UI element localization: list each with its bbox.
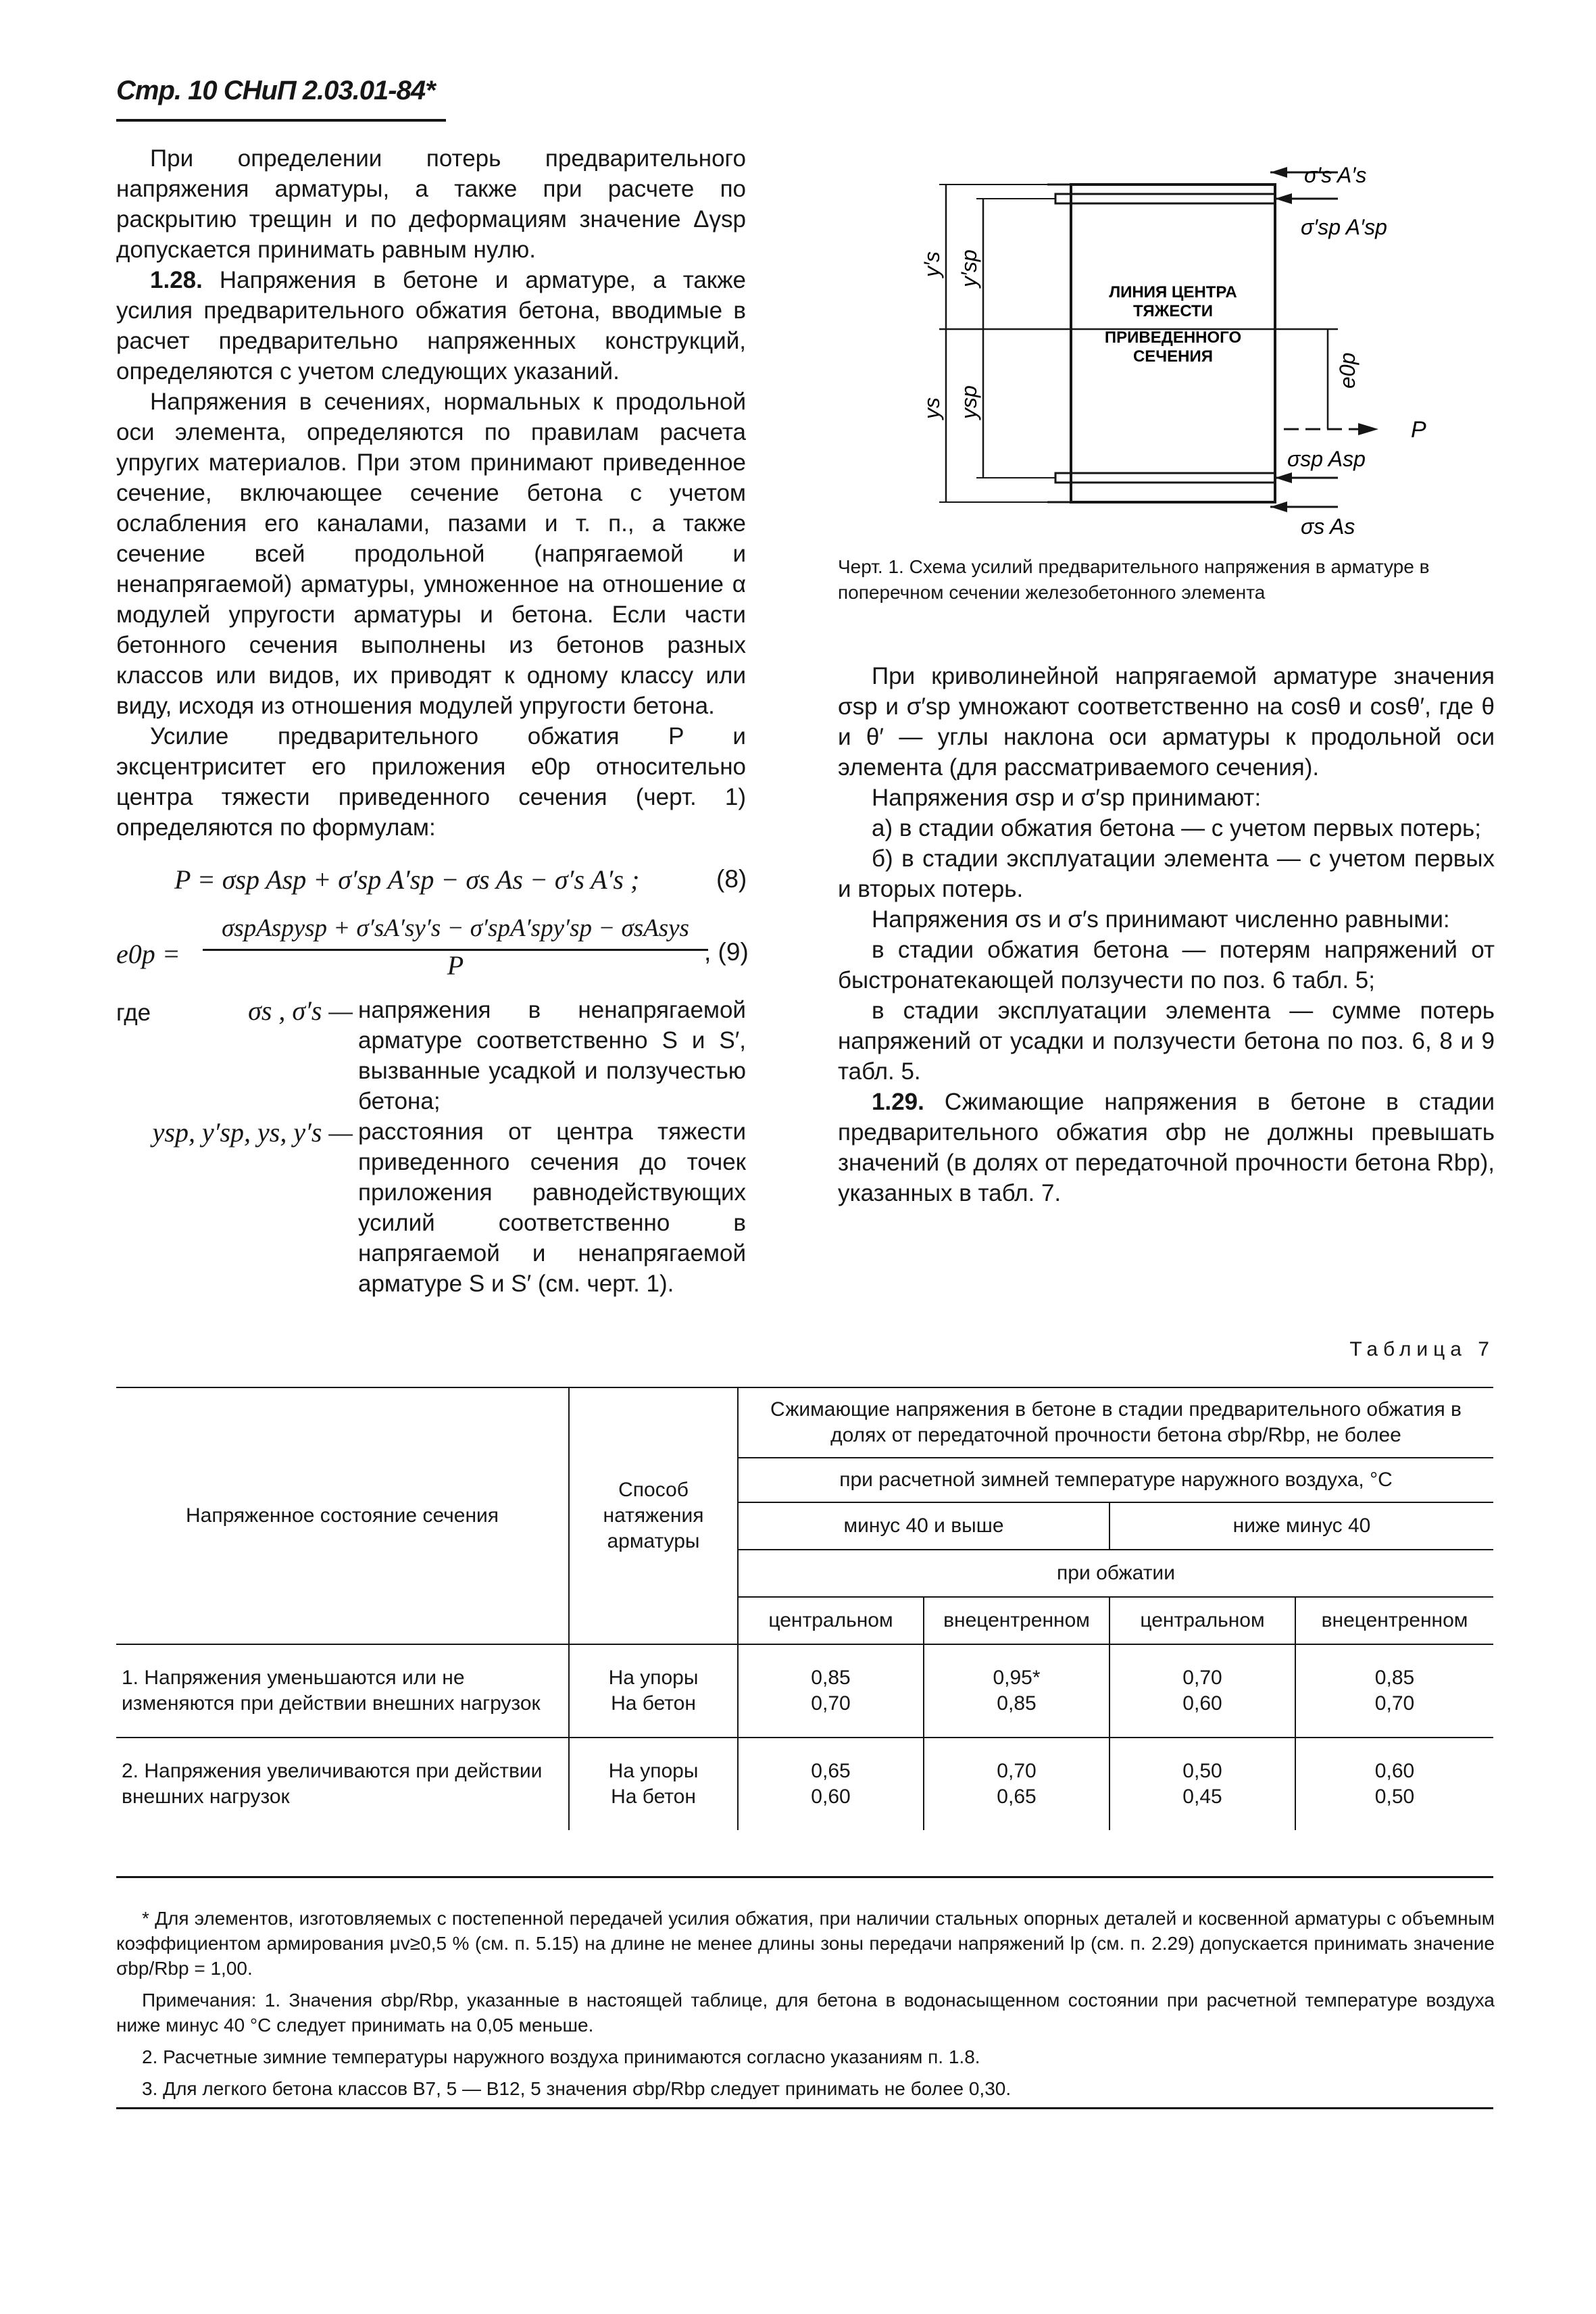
def1-text: напряжения в ненапрягаемой арматуре соответственно S и S′, вызванные усадкой и ползучестью бетона; (358, 997, 746, 1114)
paragraph-curved: При криволинейной напрягаемой арматуре значения σsp и σ′sp умножают соответственно на cosθ и cosθ′, где θ и θ′ — углы наклона оси арматуры к продольной оси элемента (для рассматриваемого сечения). (838, 663, 1495, 781)
label-ysp-prime: y′sp (957, 249, 981, 287)
paragraph-1-28-text: Напряжения в бетоне и арматуре, а также усилия предварительного обжатия бетона, вводимые в расчет предварительно напряженных конструкций, определяются с учетом следующих указаний. (116, 267, 746, 385)
paragraph-sigma-s: Напряжения σs и σ′s принимают численно равными: (872, 906, 1450, 933)
label-ys-prime: y′s (920, 251, 944, 277)
header-state: Напряженное состояние сечения (116, 1387, 569, 1644)
notes-block (116, 1906, 1495, 2108)
paragraph-stresses: Напряжения в сечениях, нормальных к продольной оси элемента, определяются по правилам расчета упругих материалов. При этом принимают приведенное сечение, включающее сечение бетона с учетом ослабления его каналами, пазами и т. п., а также сечение всей продольной (напрягаемой и ненапрягаемой) арматуры, умноженное на отношение α модулей упругости арматуры и бетона. Если части бетонного сечения выполнены из бетонов разных классов или видов, их приводят к одному классу или виду, исходя из отношения модулей упругости бетона. (116, 389, 746, 719)
row1-v1: 0,85 0,70 (738, 1644, 924, 1738)
row2-v4: 0,60 0,50 (1295, 1738, 1493, 1830)
def1-symbols: σs , σ′s — (248, 995, 353, 1026)
note-3: 3. Для легкого бетона классов В7, 5 — В12, 5 значения σbp/Rbp следует принимать не более 0,30. (142, 2078, 1012, 2099)
header-compression: при обжатии (738, 1550, 1493, 1597)
section-number-1-29: 1.29. (872, 1089, 924, 1115)
notes-bottom-rule (116, 2107, 1493, 2109)
table-row (116, 1738, 1493, 1830)
label-center3: ПРИВЕДЕННОГО (1104, 328, 1242, 347)
paragraph-item-a: а) в стадии обжатия бетона — с учетом первых потерь; (872, 815, 1481, 841)
row1-v3: 0,70 0,60 (1109, 1644, 1295, 1738)
table-7 (116, 1387, 1493, 1830)
paragraph-compression-stage: в стадии обжатия бетона — потерям напряжений от быстронатекающей ползучести по поз. 6 табл. 5; (838, 937, 1495, 993)
header-temperature: при расчетной зимней температуре наружного воздуха, °С (738, 1458, 1493, 1502)
header-central-2: центральном (1109, 1597, 1295, 1644)
label-ys: ys (920, 397, 944, 419)
label-center1: ЛИНИЯ ЦЕНТРА (1109, 283, 1237, 301)
figure-1-caption: Черт. 1. Схема усилий предварительного напряжения в арматуре в поперечном сечении железобетонного элемента (838, 556, 1430, 603)
header-eccentric-2: внецентренном (1295, 1597, 1493, 1644)
label-eop: e0p (1335, 352, 1360, 389)
row2-state: 2. Напряжения увеличиваются при действии внешних нагрузок (116, 1738, 569, 1830)
row2-method: На упоры На бетон (569, 1738, 738, 1830)
table-title: Таблица 7 (1349, 1338, 1495, 1360)
header-eccentric-1: внецентренном (924, 1597, 1109, 1644)
paragraph-1-29 (838, 1087, 1495, 1208)
paragraph-losses: При определении потерь предварительного напряжения арматуры, а также при расчете по раскрытию трещин и по деформациям значение Δγsp допускается принимать равным нулю. (116, 145, 746, 263)
header-group: Сжимающие напряжения в бетоне в стадии предварительного обжатия в долях от передаточной прочности бетона σbp/Rbp, не более (738, 1387, 1493, 1458)
table-bottom-rule (116, 1876, 1493, 1878)
where-label: где (116, 1000, 151, 1026)
page-header: Стр. 10 СНиП 2.03.01-84* (116, 76, 435, 105)
row1-state: 1. Напряжения уменьшаются или не изменяются при действии внешних нагрузок (116, 1644, 569, 1738)
right-column (838, 661, 1495, 1208)
label-top1: σ′s A′s (1304, 163, 1367, 187)
row2-v3: 0,50 0,45 (1109, 1738, 1295, 1830)
paragraph-sigma-sp: Напряжения σsp и σ′sp принимают: (872, 785, 1262, 811)
note-2: 2. Расчетные зимние температуры наружного воздуха принимаются согласно указаниям п. 1.8. (142, 2046, 980, 2067)
header-temp-below: ниже минус 40 (1109, 1502, 1493, 1550)
label-ysp: ysp (957, 385, 981, 419)
label-bot2: σs As (1301, 514, 1355, 537)
table-row (116, 1644, 1493, 1738)
row2-v2: 0,70 0,65 (924, 1738, 1109, 1830)
paragraph-item-b: б) в стадии эксплуатации элемента — с учетом первых и вторых потерь. (838, 845, 1495, 902)
formula-8-number: (8) (716, 865, 747, 893)
section-number-1-28: 1.28. (150, 267, 203, 293)
paragraph-prestress-force: Усилие предварительного обжатия P и эксцентриситет его приложения e0p относительно центра тяжести приведенного сечения (черт. 1) определяются по формулам: (116, 723, 746, 841)
row1-method: На упоры На бетон (569, 1644, 738, 1738)
def2-text: расстояния от центра тяжести приведенного сечения до точек приложения равнодействующих усилий соответственно в напрягаемой и ненапрягаемой арматуре S и S′ (см. черт. 1). (358, 1118, 746, 1297)
formula-9-lhs: e0p = (116, 939, 180, 969)
label-top2: σ′sp A′sp (1301, 215, 1387, 239)
paragraph-1-28 (116, 265, 746, 387)
formula-8: P = σsp Asp + σ′sp A′sp − σs As − σ′s A′s ; (174, 864, 640, 895)
bottom-bar-sp (1055, 473, 1275, 483)
label-center4: СЕЧЕНИЯ (1132, 347, 1214, 366)
def2-symbols: ysp, y′sp, ys, y′s — (152, 1117, 353, 1148)
paragraph-1-29-text: Сжимающие напряжения в бетоне в стадии предварительного обжатия σbp не должны превышать значений (в долях от передаточной прочности бетона Rbp), указанных в табл. 7. (838, 1089, 1495, 1206)
formula-9-numerator: σspAspysp + σ′sA′sy′s − σ′spA′spy′sp − σsAsys (222, 914, 689, 942)
label-center2: ТЯЖЕСТИ (1133, 302, 1213, 320)
label-bot1: σsp Asp (1287, 447, 1366, 471)
formula-9-number: , (9) (704, 938, 749, 966)
note-1: Примечания: 1. Значения σbp/Rbp, указанные в настоящей таблице, для бетона в водонасыщенном состоянии при расчетной температуре воздуха ниже минус 40 °С следует принимать на 0,05 меньше. (116, 1990, 1495, 2036)
figure-1-diagram (838, 159, 1473, 537)
footnote: * Для элементов, изготовляемых с постепенной передачей усилия обжатия, при наличии стальных опорных деталей и косвенной арматуры с объемным коэффициентом армирования μv≥0,5 % (см. п. 5.15) на длине не менее длины зоны передачи напряжений lp (см. п. 2.29) допускается принимать значение σbp/Rbp = 1,00. (116, 1908, 1495, 1979)
header-rule (116, 119, 446, 122)
header-method: Способ натяжения арматуры (569, 1387, 738, 1644)
row1-v4: 0,85 0,70 (1295, 1644, 1493, 1738)
row2-v1: 0,65 0,60 (738, 1738, 924, 1830)
arrow-P (1358, 423, 1378, 435)
paragraph-service-stage: в стадии эксплуатации элемента — сумме потерь напряжений от усадки и ползучести бетона по поз. 6, 8 и 9 табл. 5. (838, 998, 1495, 1085)
arrow-top-s (1270, 167, 1287, 178)
header-central-1: центральном (738, 1597, 924, 1644)
formula-9-denominator: P (447, 950, 464, 981)
arrow-top-sp (1275, 193, 1292, 204)
arrow-bottom-sp (1275, 472, 1292, 483)
left-column (116, 143, 746, 843)
row1-v2: 0,95* 0,85 (924, 1644, 1109, 1738)
header-temp-above: минус 40 и выше (738, 1502, 1109, 1550)
label-P: P (1411, 417, 1426, 443)
top-bar-sp (1055, 194, 1275, 203)
